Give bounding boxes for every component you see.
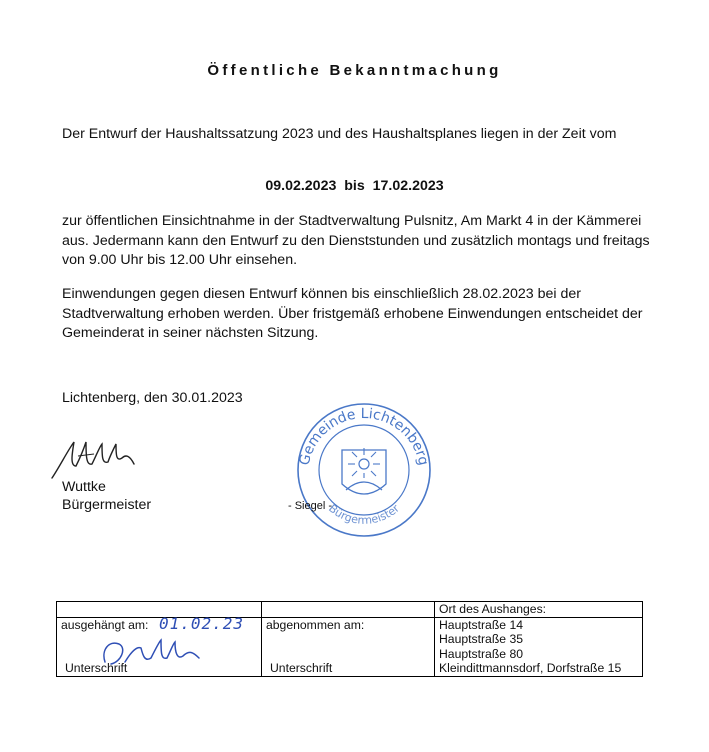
posted-date: 01.02.23 — [159, 613, 245, 633]
location-item: Hauptstraße 35 — [439, 632, 524, 647]
inspection-paragraph: zur öffentlichen Einsichtnahme in der Stadtverwaltung Pulsnitz, Am Markt 4 in der Kämmerei aus. Jedermann kann den Entwurf zu den Dienststunden und zusätzlich montags und freitags von 9.00 Uhr bis 12.00 Uhr einsehen. — [62, 213, 650, 268]
signature-label-left: Unterschrift — [65, 661, 128, 675]
location-item: Hauptstraße 80 — [439, 646, 524, 661]
posted-cell — [57, 613, 262, 676]
removed-cell — [262, 617, 435, 676]
date-range — [0, 178, 709, 194]
signature-label-right: Unterschrift — [270, 661, 333, 675]
mayor-signature-image — [48, 436, 148, 484]
date-to: 17.02.2023 — [372, 178, 444, 194]
date-separator: bis — [344, 178, 365, 194]
svg-text:Gemeinde Lichtenberg: Gemeinde Lichtenberg — [296, 405, 432, 467]
seal-label: - Siegel - — [288, 500, 333, 512]
location-header: Ort des Aushanges: — [435, 602, 643, 618]
page-title: Öffentliche Bekanntmachung — [207, 62, 502, 79]
signatory-role: Bürgermeister — [62, 497, 152, 513]
svg-text:Bürgermeister: Bürgermeister — [326, 501, 402, 527]
location-item: Kleindittmannsdorf, Dorfstraße 15 — [439, 661, 622, 676]
intro-paragraph: Der Entwurf der Haushaltssatzung 2023 und des Haushaltsplanes liegen in der Zeit vom — [62, 126, 617, 142]
date-from: 09.02.2023 — [265, 178, 337, 194]
objections-paragraph: Einwendungen gegen diesen Entwurf können bis einschließlich 28.02.2023 bei der Stadtverwaltung erhoben werden. Über fristgemäß erhobene Einwendungen entscheidet der Gemeinderat in seiner nächsten Sitzung. — [62, 286, 643, 341]
posting-record-table — [56, 601, 643, 677]
signatory-name: Wuttke — [62, 479, 106, 495]
municipal-seal-image — [290, 400, 438, 540]
header-cell-empty-2 — [262, 602, 435, 618]
location-item: Hauptstraße 14 — [439, 617, 524, 632]
locations-cell — [435, 617, 643, 676]
posted-label: ausgehängt am: — [61, 617, 149, 632]
removed-label: abgenommen am: — [266, 617, 365, 632]
place-date: Lichtenberg, den 30.01.2023 — [62, 390, 243, 406]
